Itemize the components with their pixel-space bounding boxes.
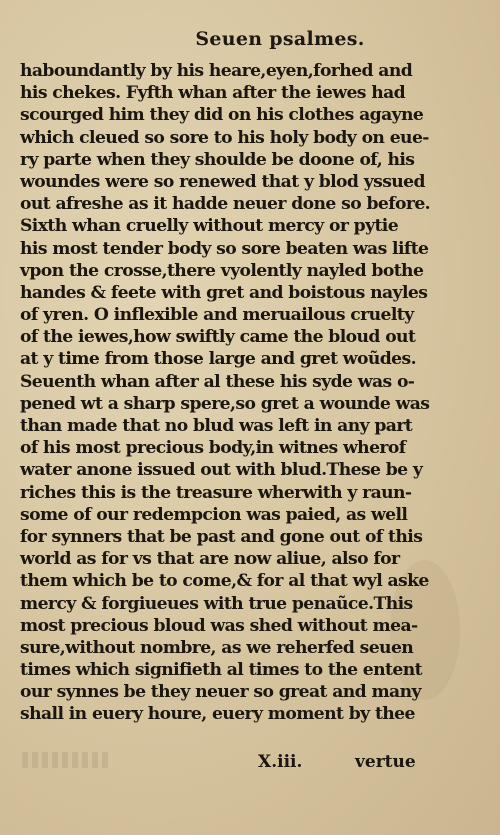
text-line: out afreshe as it hadde neuer done so before.: [20, 194, 431, 215]
text-line: handes & feete with gret and boistous nayles: [20, 282, 428, 303]
catchword: vertue: [355, 752, 416, 772]
text-line: them which be to come,& for al that wyl aske: [20, 571, 429, 592]
text-line: of the iewes,how swiftly came the bloud out: [20, 327, 416, 348]
text-line: most precious bloud was shed without mea-: [20, 615, 418, 636]
text-line: pened wt a sharp spere,so gret a wounde was: [20, 393, 430, 414]
text-line: times which signifieth al times to the entent: [20, 660, 422, 681]
text-line: haboundantly by his heare,eyen,forhed and: [20, 61, 413, 81]
text-line: of yren. O inflexible and meruailous cruelty: [20, 305, 414, 326]
running-title: Seuen psalmes.: [195, 28, 365, 50]
text-line: Sixth whan cruelly without mercy or pytie: [20, 216, 399, 237]
text-line: water anone issued out with blud.These be y: [20, 460, 423, 481]
text-line: which cleued so sore to his holy body on eue-: [20, 127, 429, 148]
page-footer: [0, 752, 500, 776]
signature-mark: X.iii.: [258, 752, 303, 772]
text-line: riches this is the treasure wherwith y raun-: [20, 482, 412, 503]
text-line: vpon the crosse,there vyolently nayled bothe: [20, 260, 424, 281]
text-line: for synners that be past and gone out of this: [20, 526, 423, 547]
text-line: ry parte when they shoulde be doone of, his: [20, 149, 415, 170]
text-line: Seuenth whan after al these his syde was o-: [20, 371, 415, 392]
text-line: sure,without nombre, as we reherfed seuen: [20, 637, 414, 658]
text-block: [20, 60, 445, 726]
text-line: our synnes be they neuer so great and many: [20, 682, 421, 703]
text-line: his chekes. Fyfth whan after the iewes had: [20, 83, 406, 104]
text-line: some of our redempcion was paied, as well: [20, 504, 408, 525]
text-line: than made that no blud was left in any part: [20, 416, 413, 436]
text-line: shall in euery houre, euery moment by thee: [20, 704, 415, 725]
text-line: scourged him they did on his clothes agayne: [20, 105, 424, 126]
text-line: woundes were so renewed that y blod yssued: [20, 171, 425, 192]
text-line: mercy & forgiueues with true penaũce.This: [20, 593, 413, 614]
text-line: his most tender body so sore beaten was lifte: [20, 238, 429, 259]
text-line: at y time from those large and gret woũdes.: [20, 349, 416, 370]
text-line: of his most precious body,in witnes wherof: [20, 438, 406, 459]
text-line: world as for vs that are now aliue, also for: [20, 549, 400, 570]
